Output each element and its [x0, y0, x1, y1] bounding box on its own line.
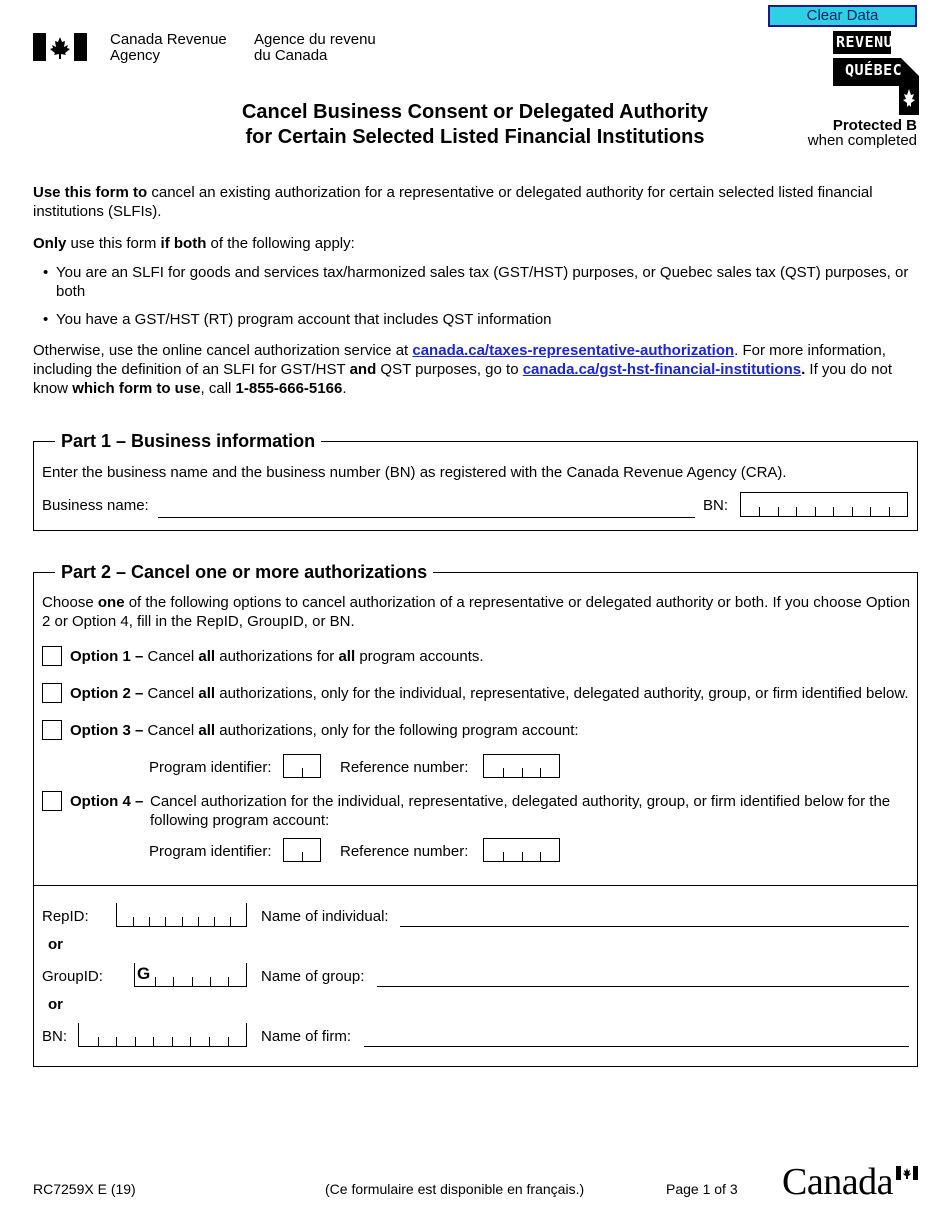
option3-desc: Cancel: [143, 722, 199, 739]
form-title: [130, 100, 820, 150]
option3-program-identifier-label: Program identifier:: [149, 759, 272, 776]
option4-reference-number-field[interactable]: [483, 838, 560, 862]
intro-p3-text: , call: [200, 380, 236, 397]
part1-bn-field[interactable]: [740, 492, 908, 517]
option4-program-identifier-field[interactable]: [283, 838, 321, 862]
option1-all: all: [198, 648, 216, 665]
groupid-field[interactable]: [134, 963, 247, 987]
option2-desc: authorizations, only for the individual, representative, delegated authority, group, or firm identified below.: [215, 685, 909, 702]
intro-p3-text: .: [342, 380, 347, 397]
revenu-quebec-logo: [833, 31, 919, 115]
option2-text: [70, 684, 909, 703]
agency-name-en-line2: Agency: [110, 47, 161, 64]
option3-desc: authorizations, only for the following program account:: [215, 722, 579, 739]
part2-instructions: [42, 593, 912, 631]
intro-if-both: if both: [160, 235, 207, 252]
form-code: RC7259X E (19): [33, 1181, 136, 1197]
or-separator-1: or: [48, 936, 63, 953]
intro-p3-which-form: which form to use: [72, 380, 201, 397]
option2-label: Option 2 –: [70, 685, 144, 702]
option1-label: Option 1 –: [70, 648, 144, 665]
rq-line1: REVENU: [836, 33, 894, 51]
name-of-individual-field[interactable]: [400, 926, 909, 927]
business-name-field[interactable]: [158, 517, 695, 518]
option2-all: all: [198, 685, 216, 702]
agency-name-fr-line2: du Canada: [254, 47, 328, 64]
agency-name-fr-line1: Agence du revenu: [254, 31, 376, 48]
intro-p2-rest: of the following apply:: [206, 235, 355, 252]
canada-flag-icon: [33, 33, 87, 61]
intro-p3-text: If you do not know: [33, 361, 892, 397]
part2-intro-text: of the following options to cancel authorization of a representative or delegated authority or both. If you choose Option 2 or Option 4, fill in the RepID, GroupID, or BN.: [42, 594, 911, 630]
part2-bn-label: BN:: [42, 1028, 68, 1045]
protected-label: Protected B: [832, 117, 917, 134]
part2-intro-text: Choose: [42, 594, 98, 611]
option1-desc: program accounts.: [355, 648, 484, 665]
bullet-mark: •: [43, 311, 49, 328]
option4-desc: Cancel authorization for the individual, representative, delegated authority, group, or firm identified below for the following program account:: [150, 793, 891, 829]
groupid-prefix: G: [137, 964, 151, 983]
representative-authorization-link[interactable]: canada.ca/taxes-representative-authorization: [412, 342, 735, 359]
intro-p3-and: and: [349, 361, 377, 378]
part2-intro-one: one: [97, 594, 125, 611]
intro-p2-mid: use this form: [66, 235, 161, 252]
intro-p1-bold: Use this form to: [33, 184, 148, 201]
name-of-group-label: Name of group:: [261, 968, 365, 985]
agency-name-en-line1: Canada Revenue: [110, 31, 227, 48]
bullet-mark: •: [43, 264, 49, 281]
option4-reference-number-label: Reference number:: [340, 843, 469, 860]
groupid-label: GroupID:: [42, 968, 103, 985]
option1-desc: authorizations for: [215, 648, 339, 665]
intro-only: Only: [33, 235, 67, 252]
part2-bn-field[interactable]: [78, 1023, 247, 1047]
option3-reference-number-label: Reference number:: [340, 759, 469, 776]
intro-paragraph-1: [33, 183, 923, 221]
bullet-text: You are an SLFI for goods and services tax/harmonized sales tax (GST/HST) purposes, or Quebec sales tax (QST) purposes, or both: [56, 264, 909, 300]
agency-name-en: [110, 32, 227, 64]
rq-line2: QUÉBEC: [845, 61, 903, 79]
canada-wordmark: [782, 1160, 893, 1204]
part1-instructions: Enter the business name and the business number (BN) as registered with the Canada Revenue Agency (CRA).: [42, 464, 787, 481]
name-of-firm-field[interactable]: [364, 1046, 909, 1047]
part1-heading: Part 1 – Business information: [55, 430, 321, 452]
page-number: Page 1 of 3: [666, 1181, 738, 1197]
protected-sub: when completed: [807, 132, 917, 149]
option3-text: [70, 721, 579, 740]
option2-desc: Cancel: [143, 685, 199, 702]
intro-p3-text: Otherwise, use the online cancel authorization service at: [33, 342, 413, 359]
option4-label: Option 4 –: [70, 793, 144, 810]
name-of-firm-label: Name of firm:: [261, 1028, 352, 1045]
clear-data-button[interactable]: Clear Data: [768, 5, 917, 27]
option1-desc: Cancel: [143, 648, 199, 665]
option3-checkbox[interactable]: [42, 720, 62, 740]
option4-checkbox[interactable]: [42, 791, 62, 811]
financial-institutions-link[interactable]: canada.ca/gst-hst-financial-institutions: [522, 361, 802, 378]
option3-program-identifier-field[interactable]: [283, 754, 321, 778]
intro-p1-text: cancel an existing authorization for a representative or delegated authority for certain selected listed financial institutions (SLFIs).: [33, 184, 873, 220]
option1-all: all: [338, 648, 356, 665]
part2-heading: Part 2 – Cancel one or more authorizations: [55, 561, 433, 583]
intro-p3-text: QST purposes, go to: [376, 361, 523, 378]
or-separator-2: or: [48, 996, 63, 1013]
option3-all: all: [198, 722, 216, 739]
agency-name-fr: [254, 32, 376, 64]
form-title-line2: for Certain Selected Listed Financial Institutions: [245, 126, 705, 148]
option4-program-identifier-label: Program identifier:: [149, 843, 272, 860]
french-availability-note: (Ce formulaire est disponible en français.): [325, 1181, 585, 1197]
phone-number: 1-855-666-5166: [235, 380, 343, 397]
option1-checkbox[interactable]: [42, 646, 62, 666]
part2-divider: [33, 885, 918, 886]
intro-paragraph-3: [33, 341, 923, 398]
bullet-item-slfi: [43, 263, 913, 301]
wordmark-flag-icon: [896, 1166, 918, 1180]
option3-label: Option 3 –: [70, 722, 144, 739]
intro-p3-period: .: [801, 361, 806, 378]
form-title-line1: Cancel Business Consent or Delegated Authority: [241, 101, 708, 123]
name-of-group-field[interactable]: [377, 986, 909, 987]
option3-reference-number-field[interactable]: [483, 754, 560, 778]
repid-field[interactable]: [116, 903, 247, 927]
repid-label: RepID:: [42, 908, 89, 925]
business-name-label: Business name:: [42, 497, 149, 514]
intro-paragraph-2: [33, 234, 923, 253]
part1-bn-label: BN:: [703, 497, 729, 514]
protected-b-notice: [760, 118, 917, 148]
option1-text: [70, 647, 484, 666]
bullet-item-rt-account: [43, 310, 913, 329]
option2-checkbox[interactable]: [42, 683, 62, 703]
canada-wordmark-text: Canada: [782, 1161, 893, 1203]
intro-p3-text: . For more information, including the definition of an SLFI for GST/HST: [33, 342, 886, 378]
name-of-individual-label: Name of individual:: [261, 908, 389, 925]
bullet-text: You have a GST/HST (RT) program account that includes QST information: [56, 311, 552, 328]
